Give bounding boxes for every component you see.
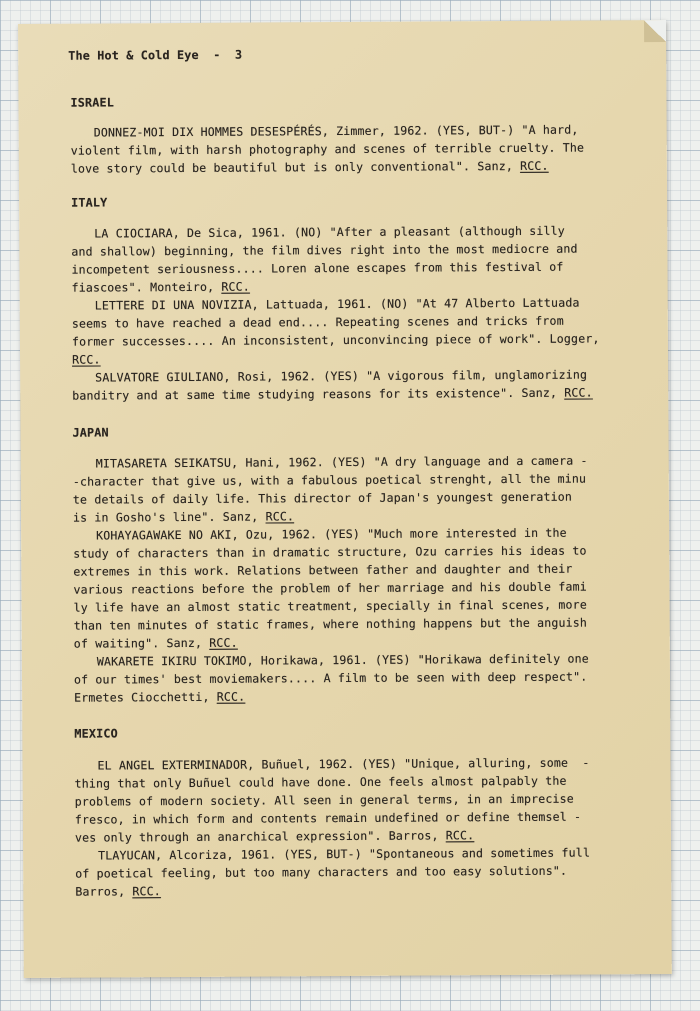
typewritten-page (18, 20, 672, 978)
text-run: is in Gosho's line". Sanz, (72, 509, 259, 525)
text-line: fresco, in which form and contents remain undefined or define themsel - (74, 809, 582, 827)
text-line: ly life have an almost static treatment, specially in final scenes, more (73, 597, 587, 615)
text-line: te details of daily life. This director of Japan's youngest generation (72, 489, 573, 507)
text-line: MITASARETA SEIKATSU, Hani, 1962. (YES) "A dry language and a camera - (95, 453, 588, 471)
text-line: and shallow) beginning, the film dives right into the most mediocre and (71, 241, 578, 259)
text-line (73, 509, 294, 524)
source-rcc: RCC. (520, 158, 549, 173)
text-line: violent film, with harsh photography and scenes of terrible cruelty. The (70, 140, 585, 158)
text-line (74, 636, 238, 651)
text-line (75, 884, 161, 899)
page-header: The Hot & Cold Eye - 3 (68, 47, 243, 63)
text-line (75, 828, 474, 844)
text-line (74, 690, 245, 705)
text-run: ves only through an anarchical expression". Barros, (74, 828, 439, 845)
text-line: DONNEZ-MOI DIX HOMMES DESESPÉRÉS, Zimmer, 1962. (YES, BUT-) "A hard, (93, 122, 579, 140)
source-rcc: RCC. (132, 884, 161, 899)
text-line: various reactions before the problem of her marriage and his double fami (73, 579, 587, 597)
text-line (72, 385, 593, 402)
text-line: study of characters than in dramatic structure, Ozu carries his ideas to (73, 543, 587, 561)
text-line: former successes.... An inconsistent, unconvincing piece of work". Logger, (71, 331, 600, 349)
text-line: extremes in this work. Relations between father and daughter and their (73, 561, 573, 579)
text-run: Barros, (75, 884, 126, 899)
text-line: than ten minutes of static frames, where nothing happens but the anguish (73, 615, 588, 633)
text-run: Ermetes Ciocchetti, (74, 689, 210, 705)
source-rcc: RCC. (72, 352, 101, 367)
source-rcc: RCC. (564, 385, 593, 400)
section-heading-israel: ISRAEL (70, 95, 115, 110)
text-line: LA CIOCIARA, De Sica, 1961. (NO) "After a pleasant (although silly (94, 223, 565, 241)
text-line: SALVATORE GIULIANO, Rosi, 1962. (YES) "A vigorous film, unglamorizing (95, 367, 588, 385)
source-rcc: RCC. (265, 509, 295, 524)
text-line: LETTERE DI UNA NOVIZIA, Lattuada, 1961. (NO) "At 47 Alberto Lattuada (94, 295, 580, 313)
text-run: of waiting". Sanz, (73, 635, 203, 651)
text-line: seems to have reached a dead end.... Repeating scenes and tricks from (71, 313, 564, 331)
source-rcc: RCC. (209, 635, 238, 650)
text-line: -character that give us, with a fabulous poetical strenght, all the minu (72, 471, 587, 489)
section-heading-italy: ITALY (71, 195, 108, 210)
section-heading-japan: JAPAN (72, 425, 109, 440)
text-run: banditry and at same time studying reasons for its existence". Sanz, (72, 385, 558, 403)
text-line: EL ANGEL EXTERMINADOR, Buñuel, 1962. (YES) "Unique, alluring, some - (97, 755, 590, 773)
text-line: problems of modern society. All seen in general terms, in an imprecise (74, 791, 574, 809)
section-heading-mexico: MEXICO (74, 726, 118, 741)
text-line: thing that only Buñuel could have done. One feels almost palpably the (74, 773, 567, 791)
text-line: WAKARETE IKIRU TOKIMO, Horikawa, 1961. (YES) "Horikawa definitely one (96, 651, 589, 669)
text-line: of our times' best moviemakers.... A film to be seen with deep respect". (73, 669, 588, 687)
source-rcc: RCC. (445, 828, 475, 843)
text-line: of poetical feeling, but too many characters and too easy solutions". (75, 863, 568, 881)
text-line (72, 280, 250, 295)
text-run: fiascoes". Monteiro, (71, 279, 215, 295)
text-line: KOHAYAGAWAKE NO AKI, Ozu, 1962. (YES) "Much more interested in the (96, 525, 567, 543)
source-rcc: RCC. (221, 279, 250, 294)
text-line: incompetent seriousness.... Loren alone escapes from this festival of (71, 259, 564, 277)
text-line (71, 159, 549, 176)
text-line: TLAYUCAN, Alcoriza, 1961. (YES, BUT-) "Spontaneous and sometimes full (98, 845, 591, 863)
text-run: love story could be beautiful but is only conventional". Sanz, (70, 158, 513, 176)
source-rcc: RCC. (216, 689, 246, 704)
